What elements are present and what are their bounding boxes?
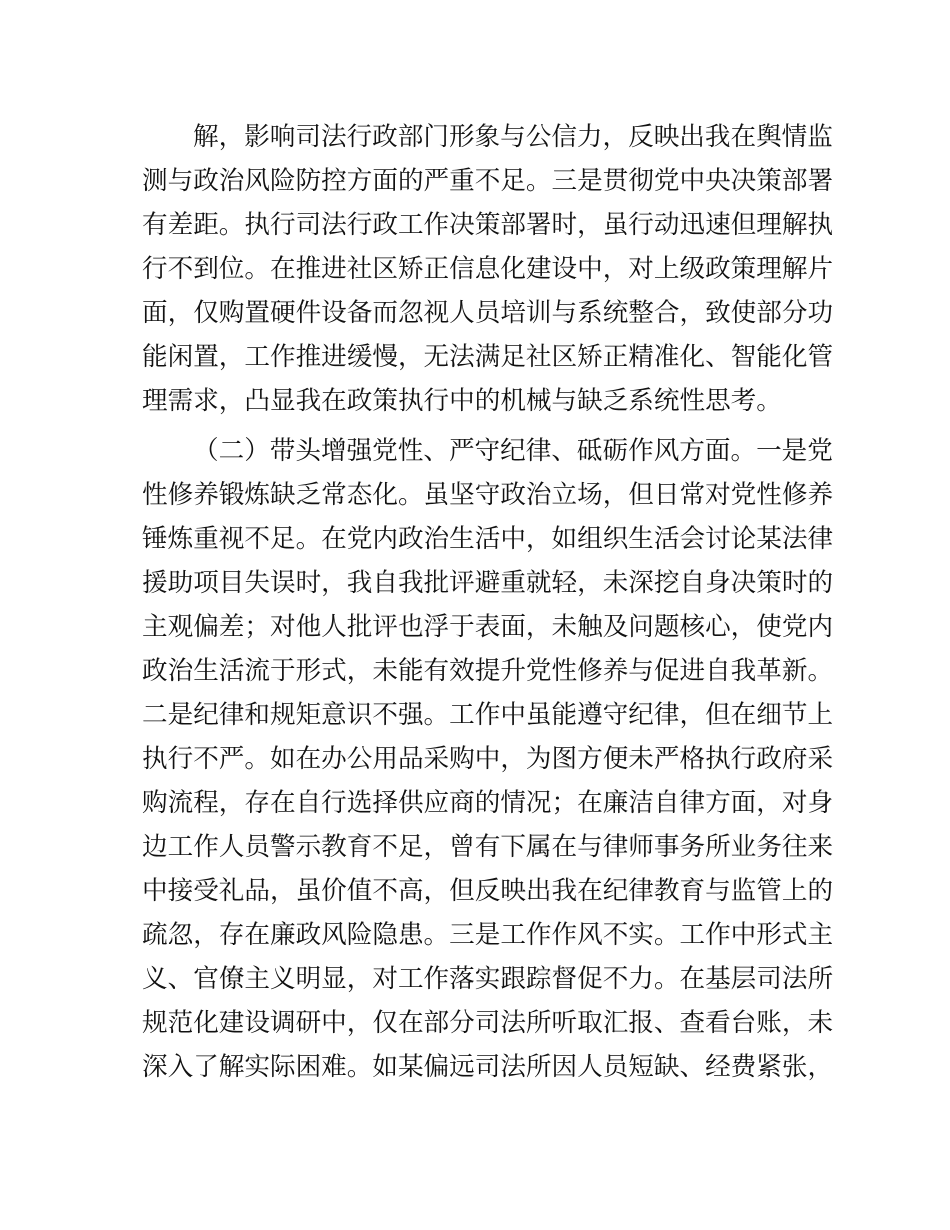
text-line: 行不到位。在推进社区矫正信息化建设中，对上级政策理解片 bbox=[142, 254, 834, 284]
text-line: 有差距。执行司法行政工作决策部署时，虽行动迅速但理解执 bbox=[142, 210, 834, 240]
text-line: 主观偏差；对他人批评也浮于表面，未触及问题核心，使党内 bbox=[142, 612, 834, 642]
text-line: 理需求，凸显我在政策执行中的机械与缺乏系统性思考。 bbox=[142, 386, 782, 416]
text-line: 能闲置，工作推进缓慢，无法满足社区矫正精准化、智能化管 bbox=[142, 342, 834, 372]
text-line: 深入了解实际困难。如某偏远司法所因人员短缺、经费紧张， bbox=[142, 1052, 834, 1082]
text-line: 中接受礼品，虽价值不高，但反映出我在纪律教育与监管上的 bbox=[142, 876, 834, 906]
text-line: 锤炼重视不足。在党内政治生活中，如组织生活会讨论某法律 bbox=[142, 524, 834, 554]
text-line: 规范化建设调研中，仅在部分司法所听取汇报、查看台账，未 bbox=[142, 1008, 834, 1038]
text-line: 性修养锻炼缺乏常态化。虽坚守政治立场，但日常对党性修养 bbox=[142, 480, 834, 510]
text-line: 援助项目失误时，我自我批评避重就轻，未深挖自身决策时的 bbox=[142, 568, 834, 598]
text-line: 政治生活流于形式，未能有效提升党性修养与促进自我革新。 bbox=[142, 656, 834, 686]
text-line: 义、官僚主义明显，对工作落实跟踪督促不力。在基层司法所 bbox=[142, 964, 834, 994]
section-heading-line: （二）带头增强党性、严守纪律、砥砺作风方面。一是党 bbox=[193, 436, 833, 466]
text-line: 执行不严。如在办公用品采购中，为图方便未严格执行政府采 bbox=[142, 744, 834, 774]
text-line: 解，影响司法行政部门形象与公信力，反映出我在舆情监 bbox=[193, 122, 833, 152]
text-line: 疏忽，存在廉政风险隐患。三是工作作风不实。工作中形式主 bbox=[142, 920, 834, 950]
text-line: 边工作人员警示教育不足，曾有下属在与律师事务所业务往来 bbox=[142, 832, 834, 862]
text-line: 二是纪律和规矩意识不强。工作中虽能遵守纪律，但在细节上 bbox=[142, 700, 834, 730]
text-line: 购流程，存在自行选择供应商的情况；在廉洁自律方面，对身 bbox=[142, 788, 834, 818]
text-line: 面，仅购置硬件设备而忽视人员培训与系统整合，致使部分功 bbox=[142, 298, 834, 328]
text-line: 测与政治风险防控方面的严重不足。三是贯彻党中央决策部署 bbox=[142, 166, 834, 196]
